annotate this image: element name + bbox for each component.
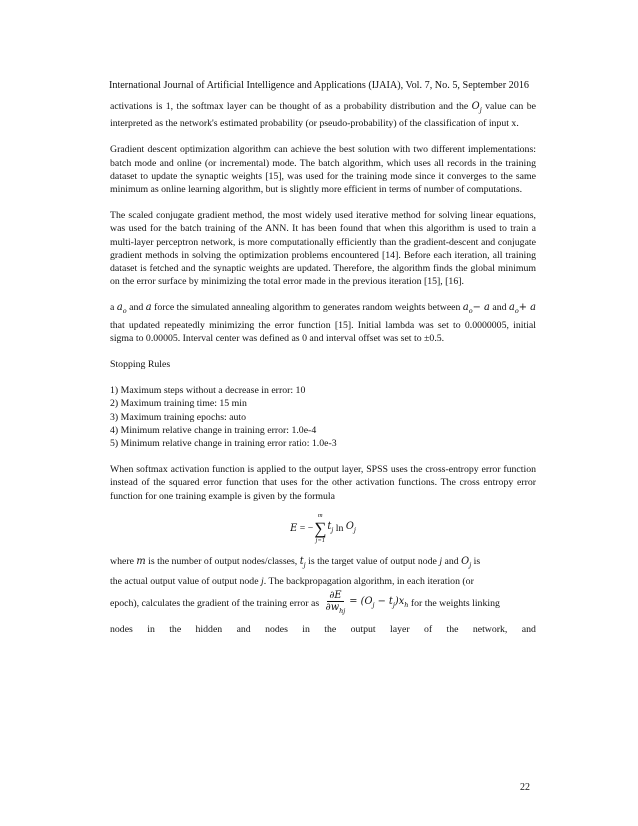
summation: m ∑ j=1 [314, 512, 327, 545]
list-item: 4) Minimum relative change in training error: 1.0e-4 [110, 424, 317, 436]
list-item: 2) Maximum training time: 15 min [110, 398, 247, 410]
paragraph-softmax-intro: activations is 1, the softmax layer can be thought of as a probability distribution and the $O_j$ value can be interpreted as the network's estimated probability (or pseudo-probability) of the classification of input x. [110, 101, 536, 130]
stopping-rules-heading: Stopping Rules [110, 358, 171, 370]
running-header: International Journal of Artificial Intelligence and Applications (IJAIA), Vol. 7, No. 5, September 2016 [108, 80, 530, 91]
stopping-rules-list [110, 384, 536, 450]
paragraph-where: where m is the number of output nodes/classes, $t_j$ is the target value of output node j and $O_j$ is the actual output value of output node j. The backpropagation algorithm, in each iteration (or epoch), calculates the gradient of the training error as $\frac{\partial E}{\partial w_{hj}}$ = $(O_j - t_j)x_h$ for the weights linking nodes in the hidden and nodes in the output layer of the network, and [110, 555, 536, 636]
list-item: 5) Minimum relative change in training error ratio: 1.0e-3 [110, 437, 337, 449]
list-item: 1) Maximum steps without a decrease in error: 10 [110, 385, 306, 397]
body-text [110, 100, 536, 636]
list-item: 3) Maximum training epochs: auto [110, 411, 247, 423]
page-number: 22 [520, 782, 530, 793]
paragraph-cross-entropy: When softmax activation function is applied to the output layer, SPSS uses the cross-entropy error function instead of the squared error function that uses for the other activation functions. The cross entropy error function for one training example is given by the formula [110, 464, 536, 502]
justified-last-line: nodes in the hidden and nodes in the output layer of the network, and [110, 624, 536, 636]
cross-entropy-equation: E = − m ∑ j=1 $t_j$ ln $O_j$ [290, 512, 356, 545]
paragraph-scaled-conjugate: The scaled conjugate gradient method, the most widely used iterative method for solving linear equations, was used for the batch training of the ANN. It has been found that when this algorithm is used to train a multi-layer perceptron network, is more computationally efficiently than the gradient-descent and conjugate gradient methods in solving the optimization problems encountered [14]. Before each iteration, all training dataset is fetched and the synaptic weights are updated. Therefore, the algorithm finds the global minimum on the error surface by minimizing the total error made in the previous iteration [15], [16]. [110, 210, 536, 288]
paragraph-gradient-descent: Gradient descent optimization algorithm can achieve the best solution with two different implementations: batch mode and online (or incremental) mode. The batch algorithm, which uses all records in the training dataset to update the synaptic weights [15], was used for the training mode since it converges to the same minimum as online learning algorithm, but is slightly more efficient in terms of number of computations. [110, 144, 536, 195]
paragraph-parameters: a $a_o$ and a force the simulated annealing algorithm to generates random weights between $a_o- a$ and $a_o+ a$ that updated repeatedly minimizing the error function [15]. Initial lambda was set to 0.0000005, initial sigma to 0.00005. Interval center was defined as 0 and interval offset was set to ±0.5. [110, 302, 536, 344]
gradient-fraction: $\frac{\partial E}{\partial w_{hj}}$ [325, 590, 346, 616]
var-O: $O_j$ [471, 101, 482, 114]
